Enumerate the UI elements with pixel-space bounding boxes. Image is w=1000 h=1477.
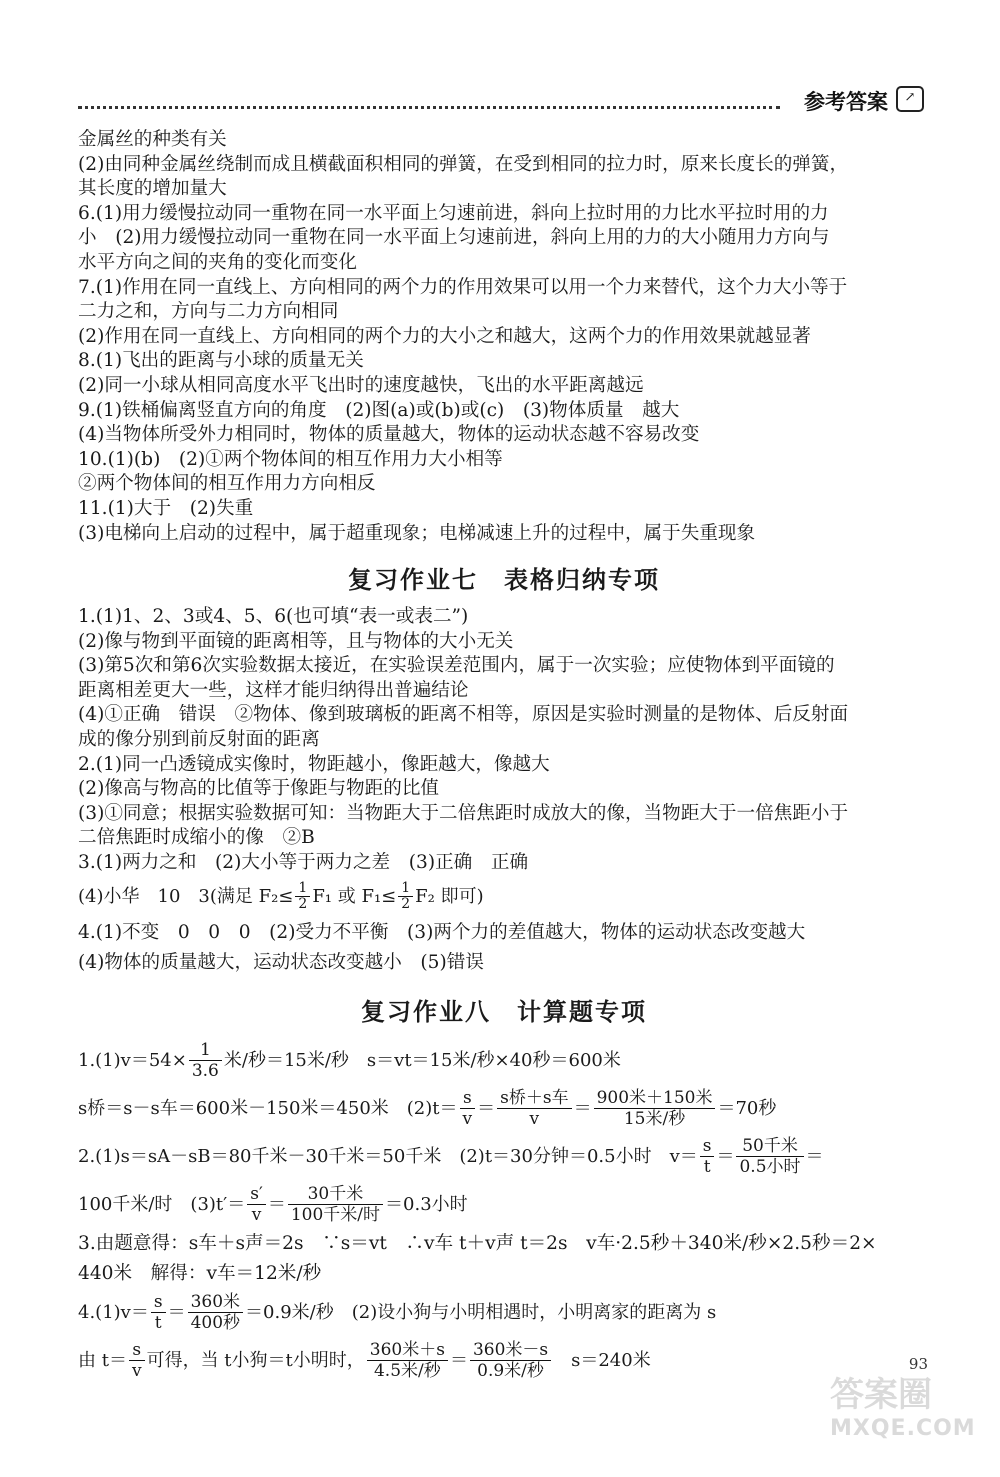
answers-block-top xyxy=(78,128,930,546)
q2b-prefix: 100千米/时 (3)t′＝ xyxy=(78,1193,246,1215)
fraction-numerator: s桥＋s车 xyxy=(497,1088,571,1109)
fraction xyxy=(700,1136,715,1177)
q3-block xyxy=(78,1229,930,1289)
answer-line: 金属丝的种类有关 xyxy=(78,129,227,150)
equals: ＝ xyxy=(477,1097,496,1119)
fraction-numerator: s′ xyxy=(247,1184,266,1205)
q1b-line xyxy=(78,1085,930,1133)
fraction-denominator: v xyxy=(251,1205,262,1226)
q3-4-line xyxy=(78,876,930,918)
equals: ＝ xyxy=(449,1349,468,1371)
half-fraction xyxy=(295,881,310,912)
answer-line: 成的像分别到前反射面的距离 xyxy=(78,729,320,751)
fraction-numerator: 50千米 xyxy=(736,1136,803,1157)
q4a-line xyxy=(78,1289,930,1337)
answer-line: (3)①同意；根据实验数据可知：当物距大于二倍焦距时成放大的像，当物距大于一倍焦距小于 xyxy=(78,802,849,824)
fraction-denominator: 2 xyxy=(298,896,308,913)
q2a-prefix: 2.(1)s＝sA－sB＝80千米－30千米＝50千米 (2)t＝30分钟＝0.5小时 v＝ xyxy=(78,1145,698,1167)
q1b-suffix: ＝70秒 xyxy=(717,1097,777,1119)
q4b-suffix: s＝240米 xyxy=(553,1349,651,1371)
fraction-numerator: 30千米 xyxy=(288,1184,383,1205)
answer-line: (2)像与物到平面镜的距离相等，且与物体的大小无关 xyxy=(78,630,514,652)
watermark-logo xyxy=(830,1367,980,1457)
answer-line: (2)同一小球从相同高度水平飞出时的速度越快，飞出的水平距离越远 xyxy=(78,374,644,396)
q3-4-mid: F₁ 或 F₁≤ xyxy=(312,885,397,907)
answer-line: 水平方向之间的夹角的变化而变化 xyxy=(78,251,357,273)
answer-line: 小 (2)用力缓慢拉动同一重物在同一水平面上匀速前进，斜向上用的力的大小随用力方向与 xyxy=(78,227,830,249)
q1a-prefix: 1.(1)v＝54× xyxy=(78,1049,187,1071)
answer-line: 二力之和，方向与二力方向相同 xyxy=(78,301,339,323)
answer-line: (4)①正确 错误 ②物体、像到玻璃板的距离不相等，原因是实验时测量的是物体、后反射面 xyxy=(78,704,849,726)
fraction xyxy=(367,1340,448,1381)
q2b-suffix: ＝0.3小时 xyxy=(385,1193,468,1215)
answer-line: 11.(1)大于 (2)失重 xyxy=(78,497,254,519)
header-title: 参考答案 xyxy=(804,90,888,114)
q4a-prefix: 4.(1)v＝ xyxy=(78,1301,149,1323)
fraction xyxy=(247,1184,266,1225)
answer-content xyxy=(78,128,930,1385)
fraction-numerator: 1 xyxy=(189,1040,222,1061)
fraction xyxy=(460,1088,476,1129)
answer-line: 其长度的增加量大 xyxy=(78,178,227,200)
answers-block-7b xyxy=(78,918,930,978)
fraction-denominator: t xyxy=(154,1313,162,1334)
watermark-top: 答案圈 xyxy=(830,1375,932,1415)
page-header xyxy=(78,86,930,116)
fraction-denominator: 4.5米/秒 xyxy=(373,1361,441,1382)
fraction xyxy=(594,1088,716,1129)
answer-line: ②两个物体间的相互作用力方向相反 xyxy=(78,473,376,495)
fraction-denominator: 15米/秒 xyxy=(623,1109,686,1130)
q4a-suffix: ＝0.9米/秒 (2)设小狗与小明相遇时，小明离家的距离为 s xyxy=(245,1301,717,1323)
answer-line: (4)物体的质量越大，运动状态改变越小 (5)错误 xyxy=(78,951,484,973)
q2b-line xyxy=(78,1181,930,1229)
fraction xyxy=(151,1292,166,1333)
fraction-denominator: v xyxy=(462,1109,473,1130)
fraction-denominator: v xyxy=(529,1109,540,1130)
q4b-line xyxy=(78,1337,930,1385)
equals: ＝ xyxy=(167,1301,186,1323)
fraction-numerator: 360米－s xyxy=(470,1340,551,1361)
q2a-suffix: ＝ xyxy=(805,1145,824,1167)
answer-line: 二倍焦距时成缩小的像 ②B xyxy=(78,827,315,849)
fraction-numerator: s xyxy=(151,1292,166,1313)
fraction-numerator: 900米＋150米 xyxy=(594,1088,716,1109)
fraction-denominator: 400秒 xyxy=(190,1313,241,1334)
q2a-line xyxy=(78,1133,930,1181)
fraction-denominator: 0.9米/秒 xyxy=(477,1361,544,1382)
answer-line: (2)由同种金属丝绕制而成且横截面积相同的弹簧，在受到相同的拉力时，原来长度长的弹簧， xyxy=(78,153,849,175)
q4b-prefix: 由 t＝ xyxy=(78,1349,127,1371)
fraction-denominator: 2 xyxy=(401,896,411,913)
answer-line: 4.(1)不变 0 0 0 (2)受力不平衡 (3)两个力的差值越大，物体的运动状态改变越大 xyxy=(78,921,806,943)
answer-line: 9.(1)铁桶偏离竖直方向的角度 (2)图(a)或(b)或(c) (3)物体质量 越大 xyxy=(78,399,680,421)
dotted-rule xyxy=(78,106,780,109)
fraction-denominator: t xyxy=(703,1157,711,1178)
fraction xyxy=(736,1136,803,1177)
fraction-numerator: s xyxy=(129,1340,145,1361)
q3-4-prefix: (4)小华 10 3(满足 F₂≤ xyxy=(78,885,294,907)
answer-line: (3)第5次和第6次实验数据太接近，在实验误差范围内，属于一次实验；应使物体到平面镜的 xyxy=(78,655,835,677)
fraction-denominator: 3.6 xyxy=(191,1061,219,1082)
equals: ＝ xyxy=(573,1097,592,1119)
q1b-prefix: s桥＝s－s车＝600米－150米＝450米 (2)t＝ xyxy=(78,1097,458,1119)
fraction xyxy=(189,1040,222,1081)
answer-line: 1.(1)1、2、3或4、5、6(也可填“表一或表二”) xyxy=(78,606,469,628)
answer-line: 10.(1)(b) (2)①两个物体间的相互作用力大小相等 xyxy=(78,448,503,470)
answer-line: 距离相差更大一些，这样才能归纳得出普遍结论 xyxy=(78,679,469,701)
watermark-bottom: MXQE.COM xyxy=(830,1416,976,1441)
q3-4-suffix: F₂ 即可) xyxy=(415,885,484,907)
fraction xyxy=(129,1340,145,1381)
pencil-arrow-icon: ↗ xyxy=(896,86,924,112)
q1a-line xyxy=(78,1037,930,1085)
fraction-numerator: 360米 xyxy=(188,1292,243,1313)
answer-line: 440米 解得：v车＝12米/秒 xyxy=(78,1262,322,1284)
answer-line: 2.(1)同一凸透镜成实像时，物距越小，像距越大，像越大 xyxy=(78,753,550,775)
page-number: 93 xyxy=(908,1355,928,1373)
answer-line: (3)电梯向上启动的过程中，属于超重现象；电梯减速上升的过程中，属于失重现象 xyxy=(78,522,756,544)
fraction xyxy=(288,1184,383,1225)
q1a-suffix: 米/秒＝15米/秒 s＝vt＝15米/秒×40秒＝600米 xyxy=(223,1049,621,1071)
answer-line: 7.(1)作用在同一直线上、方向相同的两个力的作用效果可以用一个力来替代，这个力大小等于 xyxy=(78,276,848,298)
answer-line: (2)像高与物高的比值等于像距与物距的比值 xyxy=(78,778,440,800)
fraction xyxy=(188,1292,243,1333)
section-heading-8: 复习作业八 计算题专项 xyxy=(361,997,647,1026)
half-fraction xyxy=(398,881,413,912)
fraction xyxy=(497,1088,571,1129)
answer-line: 8.(1)飞出的距离与小球的质量无关 xyxy=(78,350,364,372)
fraction-numerator: s xyxy=(460,1088,476,1109)
answer-line: 6.(1)用力缓慢拉动同一重物在同一水平面上匀速前进，斜向上拉时用的力比水平拉时用的力 xyxy=(78,202,829,224)
fraction-numerator: 360米＋s xyxy=(367,1340,448,1361)
equals: ＝ xyxy=(267,1193,286,1215)
section-heading-7: 复习作业七 表格归纳专项 xyxy=(348,566,660,595)
fraction-numerator: 1 xyxy=(398,881,413,897)
fraction-numerator: s xyxy=(700,1136,715,1157)
fraction-denominator: 0.5小时 xyxy=(739,1157,801,1178)
answer-line: (2)作用在同一直线上、方向相同的两个力的大小之和越大，这两个力的作用效果就越显著 xyxy=(78,325,811,347)
fraction-numerator: 1 xyxy=(295,881,310,897)
q4b-mid: 可得，当 t小狗＝t小明时， xyxy=(146,1349,365,1371)
fraction xyxy=(470,1340,551,1381)
answer-line: (4)当物体所受外力相同时，物体的质量越大，物体的运动状态越不容易改变 xyxy=(78,424,700,446)
equals: ＝ xyxy=(716,1145,735,1167)
answer-line: 3.(1)两力之和 (2)大小等于两力之差 (3)正确 正确 xyxy=(78,852,529,874)
fraction-denominator: 100千米/时 xyxy=(290,1205,381,1226)
answer-line: 3.由题意得：s车＋s声＝2s ∵s＝vt ∴v车 t＋v声 t＝2s v车·2.5秒＋340米/秒×2.5秒＝2× xyxy=(78,1232,877,1254)
answers-block-7 xyxy=(78,605,930,876)
fraction-denominator: v xyxy=(131,1361,142,1382)
